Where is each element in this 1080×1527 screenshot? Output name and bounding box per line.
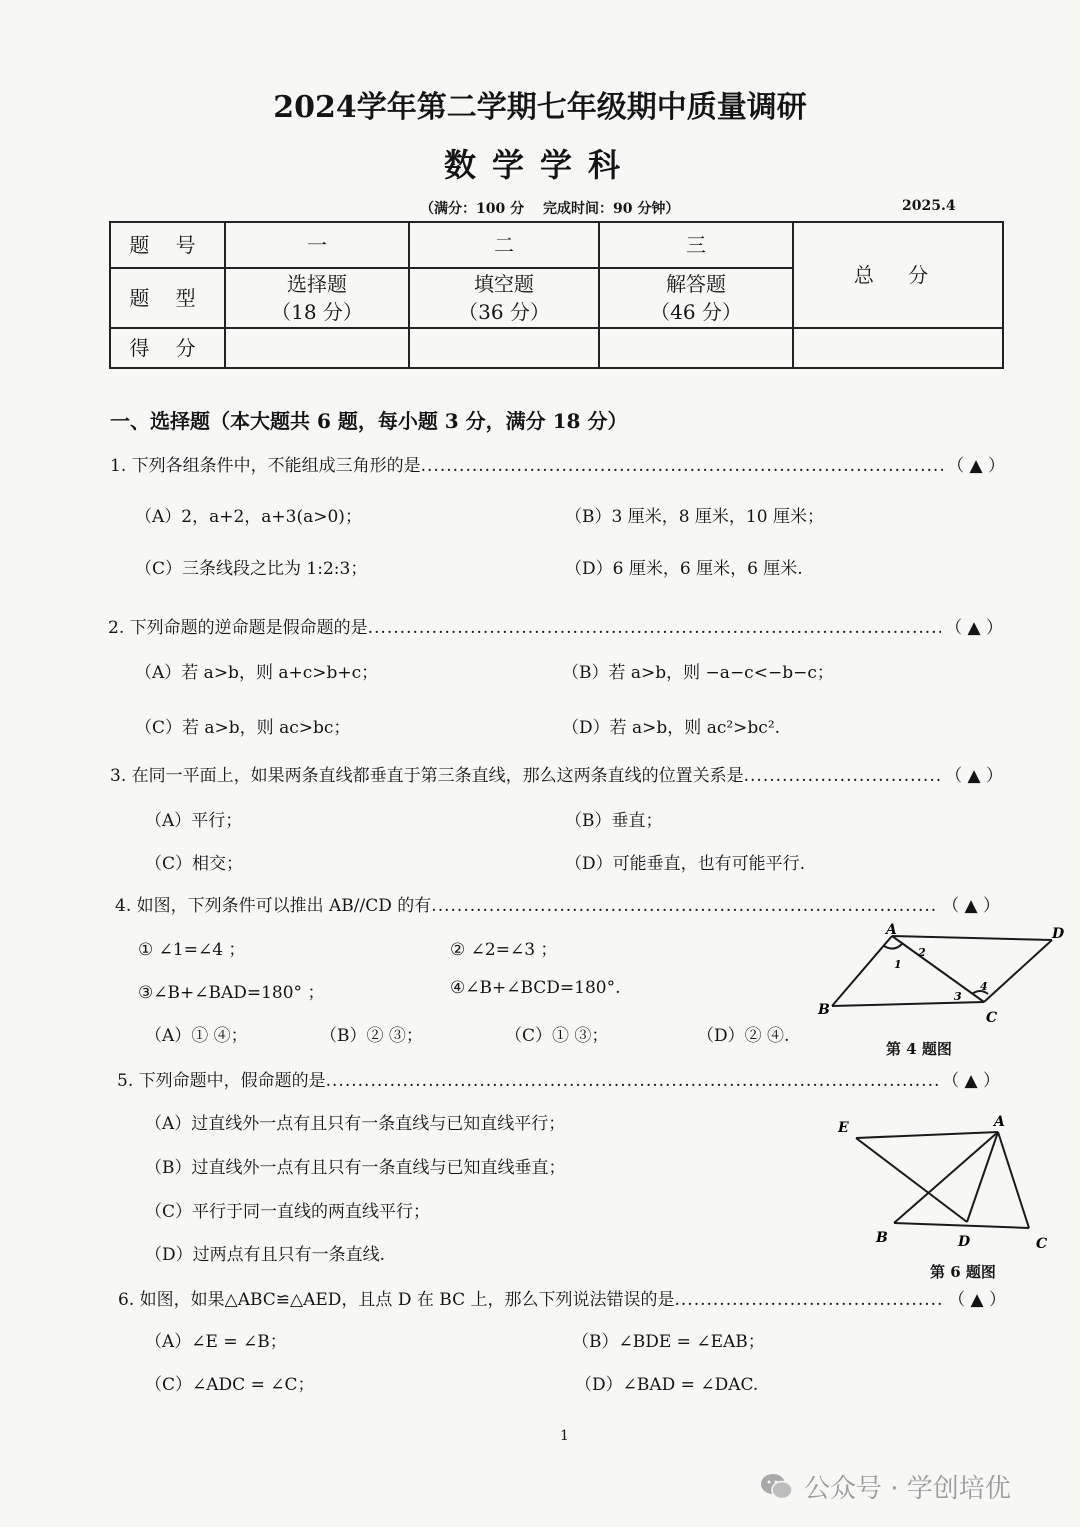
total-label: 总 分 (793, 222, 1003, 328)
leader-dots (421, 456, 943, 476)
segment-ed (856, 1138, 967, 1222)
q2-option-b: （B）若 a>b，则 −a−c<−b−c； (562, 663, 834, 683)
label-a: A (994, 1114, 1005, 1130)
type-points: （18 分） (271, 300, 363, 324)
col-type-1 (225, 268, 409, 328)
q4-option-c: （C）① ③； (505, 1026, 609, 1046)
question-3-stem (110, 761, 1003, 786)
label-c: C (1036, 1236, 1048, 1252)
figure-4-caption: 第 4 题图 (886, 1040, 952, 1058)
score-cell-total[interactable] (793, 328, 1003, 368)
q6-option-a: （A）∠E = ∠B； (145, 1332, 287, 1352)
figure-q4 (812, 922, 1072, 1032)
col-number-2: 二 (409, 222, 599, 268)
q5-option-c: （C）平行于同一直线的两直线平行； (145, 1202, 431, 1222)
segment-ac (998, 1132, 1029, 1228)
angle-label-1: 1 (894, 958, 902, 971)
col-type-3 (599, 268, 793, 328)
score-cell-1[interactable] (225, 328, 409, 368)
q3-option-c: （C）相交； (145, 854, 244, 874)
q4-option-d: （D）② ④. (697, 1026, 790, 1046)
watermark (760, 1468, 1011, 1505)
answer-blank: （ ▲ ） (947, 456, 1005, 476)
subject-title: 数学学科 (443, 146, 636, 184)
type-label: 解答题 (666, 272, 726, 296)
segment-ab (832, 936, 892, 1006)
score-cell-3[interactable] (599, 328, 793, 368)
figure-6-caption: 第 6 题图 (930, 1263, 996, 1281)
section-heading: 一、选择题（本大题共 6 题，每小题 3 分，满分 18 分） (110, 409, 628, 433)
figure-q6 (832, 1110, 1052, 1255)
answer-blank: （ ▲ ） (942, 1071, 1000, 1091)
exam-date: 2025.4 (902, 198, 956, 214)
q5-option-b: （B）过直线外一点有且只有一条直线与已知直线垂直； (145, 1158, 566, 1178)
question-text: 5. 下列命题中，假命题的是 (117, 1071, 326, 1091)
label-d: D (958, 1234, 971, 1250)
q6-option-c: （C）∠ADC = ∠C； (145, 1375, 315, 1395)
label-b: B (876, 1230, 888, 1246)
segment-ea (856, 1132, 998, 1138)
q1-option-a: （A）2，a+2，a+3(a>0)； (135, 507, 362, 527)
q6-option-d: （D）∠BAD = ∠DAC. (575, 1375, 759, 1395)
col-type-2 (409, 268, 599, 328)
angle-label-4: 4 (980, 980, 988, 993)
q4-condition-4: ④∠B+∠BCD=180°. (450, 978, 621, 998)
q1-option-c: （C）三条线段之比为 1:2:3； (135, 559, 368, 579)
q2-option-a: （A）若 a>b，则 a+c>b+c； (135, 663, 379, 683)
answer-blank: （ ▲ ） (942, 896, 1000, 916)
question-text: 2. 下列命题的逆命题是假命题的是 (108, 618, 368, 638)
question-text: 4. 如图，下列条件可以推出 AB//CD 的有 (115, 896, 432, 916)
row-label-score: 得 分 (110, 328, 225, 368)
row-label-number: 题 号 (110, 222, 225, 268)
question-5-stem (117, 1066, 1000, 1091)
q1-option-b: （B）3 厘米，8 厘米，10 厘米； (565, 507, 824, 527)
q4-condition-2: ② ∠2=∠3 ； (450, 940, 558, 960)
q4-condition-3: ③∠B+∠BAD=180° ； (138, 983, 325, 1003)
leader-dots (326, 1071, 938, 1091)
label-d: D (1052, 926, 1065, 942)
row-label-type: 题 型 (110, 268, 225, 328)
answer-blank: （ ▲ ） (945, 618, 1003, 638)
answer-blank: （ ▲ ） (945, 766, 1003, 786)
type-label: 填空题 (474, 272, 534, 296)
question-text: 1. 下列各组条件中，不能组成三角形的是 (110, 456, 421, 476)
angle-label-3: 3 (954, 990, 962, 1003)
angle-label-2: 2 (918, 946, 926, 959)
q4-condition-1: ① ∠1=∠4 ； (138, 940, 246, 960)
type-points: （36 分） (458, 300, 550, 324)
question-4-stem (115, 891, 1000, 916)
answer-blank: （ ▲ ） (948, 1290, 1006, 1310)
exam-meta: （满分：100 分 完成时间：90 分钟） (420, 201, 680, 217)
page-title: 2024学年第二学期七年级期中质量调研 (273, 90, 807, 125)
leader-dots (744, 766, 941, 786)
label-b: B (818, 1002, 830, 1018)
q6-option-b: （B）∠BDE = ∠EAB； (572, 1332, 765, 1352)
q4-option-a: （A）① ④； (145, 1026, 248, 1046)
q3-option-b: （B）垂直； (565, 811, 663, 831)
question-text: 6. 如图，如果△ABC≌△AED，且点 D 在 BC 上，那么下列说法错误的是 (118, 1290, 675, 1310)
q3-option-d: （D）可能垂直，也有可能平行. (565, 854, 806, 874)
type-label: 选择题 (287, 272, 347, 296)
question-1-stem (110, 451, 1005, 476)
segment-ac (892, 936, 984, 1002)
q2-option-d: （D）若 a>b，则 ac²>bc². (562, 718, 781, 738)
q2-option-c: （C）若 a>b，则 ac>bc； (135, 718, 351, 738)
page-number: 1 (560, 1428, 569, 1444)
q3-option-a: （A）平行； (145, 811, 243, 831)
angle-arc-1 (884, 944, 902, 949)
segment-bc (894, 1223, 1029, 1228)
question-2-stem (108, 613, 1003, 638)
score-table (109, 221, 1004, 369)
q5-option-d: （D）过两点有且只有一条直线. (145, 1245, 386, 1265)
leader-dots (674, 1290, 944, 1310)
col-number-3: 三 (599, 222, 793, 268)
wechat-icon (760, 1472, 794, 1502)
q1-option-d: （D）6 厘米，6 厘米，6 厘米. (565, 559, 803, 579)
leader-dots (431, 896, 938, 916)
label-a: A (886, 922, 897, 938)
leader-dots (368, 618, 941, 638)
q5-option-a: （A）过直线外一点有且只有一条直线与已知直线平行； (145, 1114, 566, 1134)
segment-ad (892, 936, 1052, 940)
watermark-text: 公众号 · 学创培优 (804, 1474, 1011, 1504)
question-text: 3. 在同一平面上，如果两条直线都垂直于第三条直线，那么这两条直线的位置关系是 (110, 766, 744, 786)
type-points: （46 分） (650, 300, 742, 324)
col-number-1: 一 (225, 222, 409, 268)
label-e: E (838, 1120, 849, 1136)
question-6-stem (118, 1285, 1006, 1310)
label-c: C (986, 1010, 998, 1026)
score-cell-2[interactable] (409, 328, 599, 368)
segment-dc (984, 940, 1052, 1002)
q4-option-b: （B）② ③； (320, 1026, 423, 1046)
